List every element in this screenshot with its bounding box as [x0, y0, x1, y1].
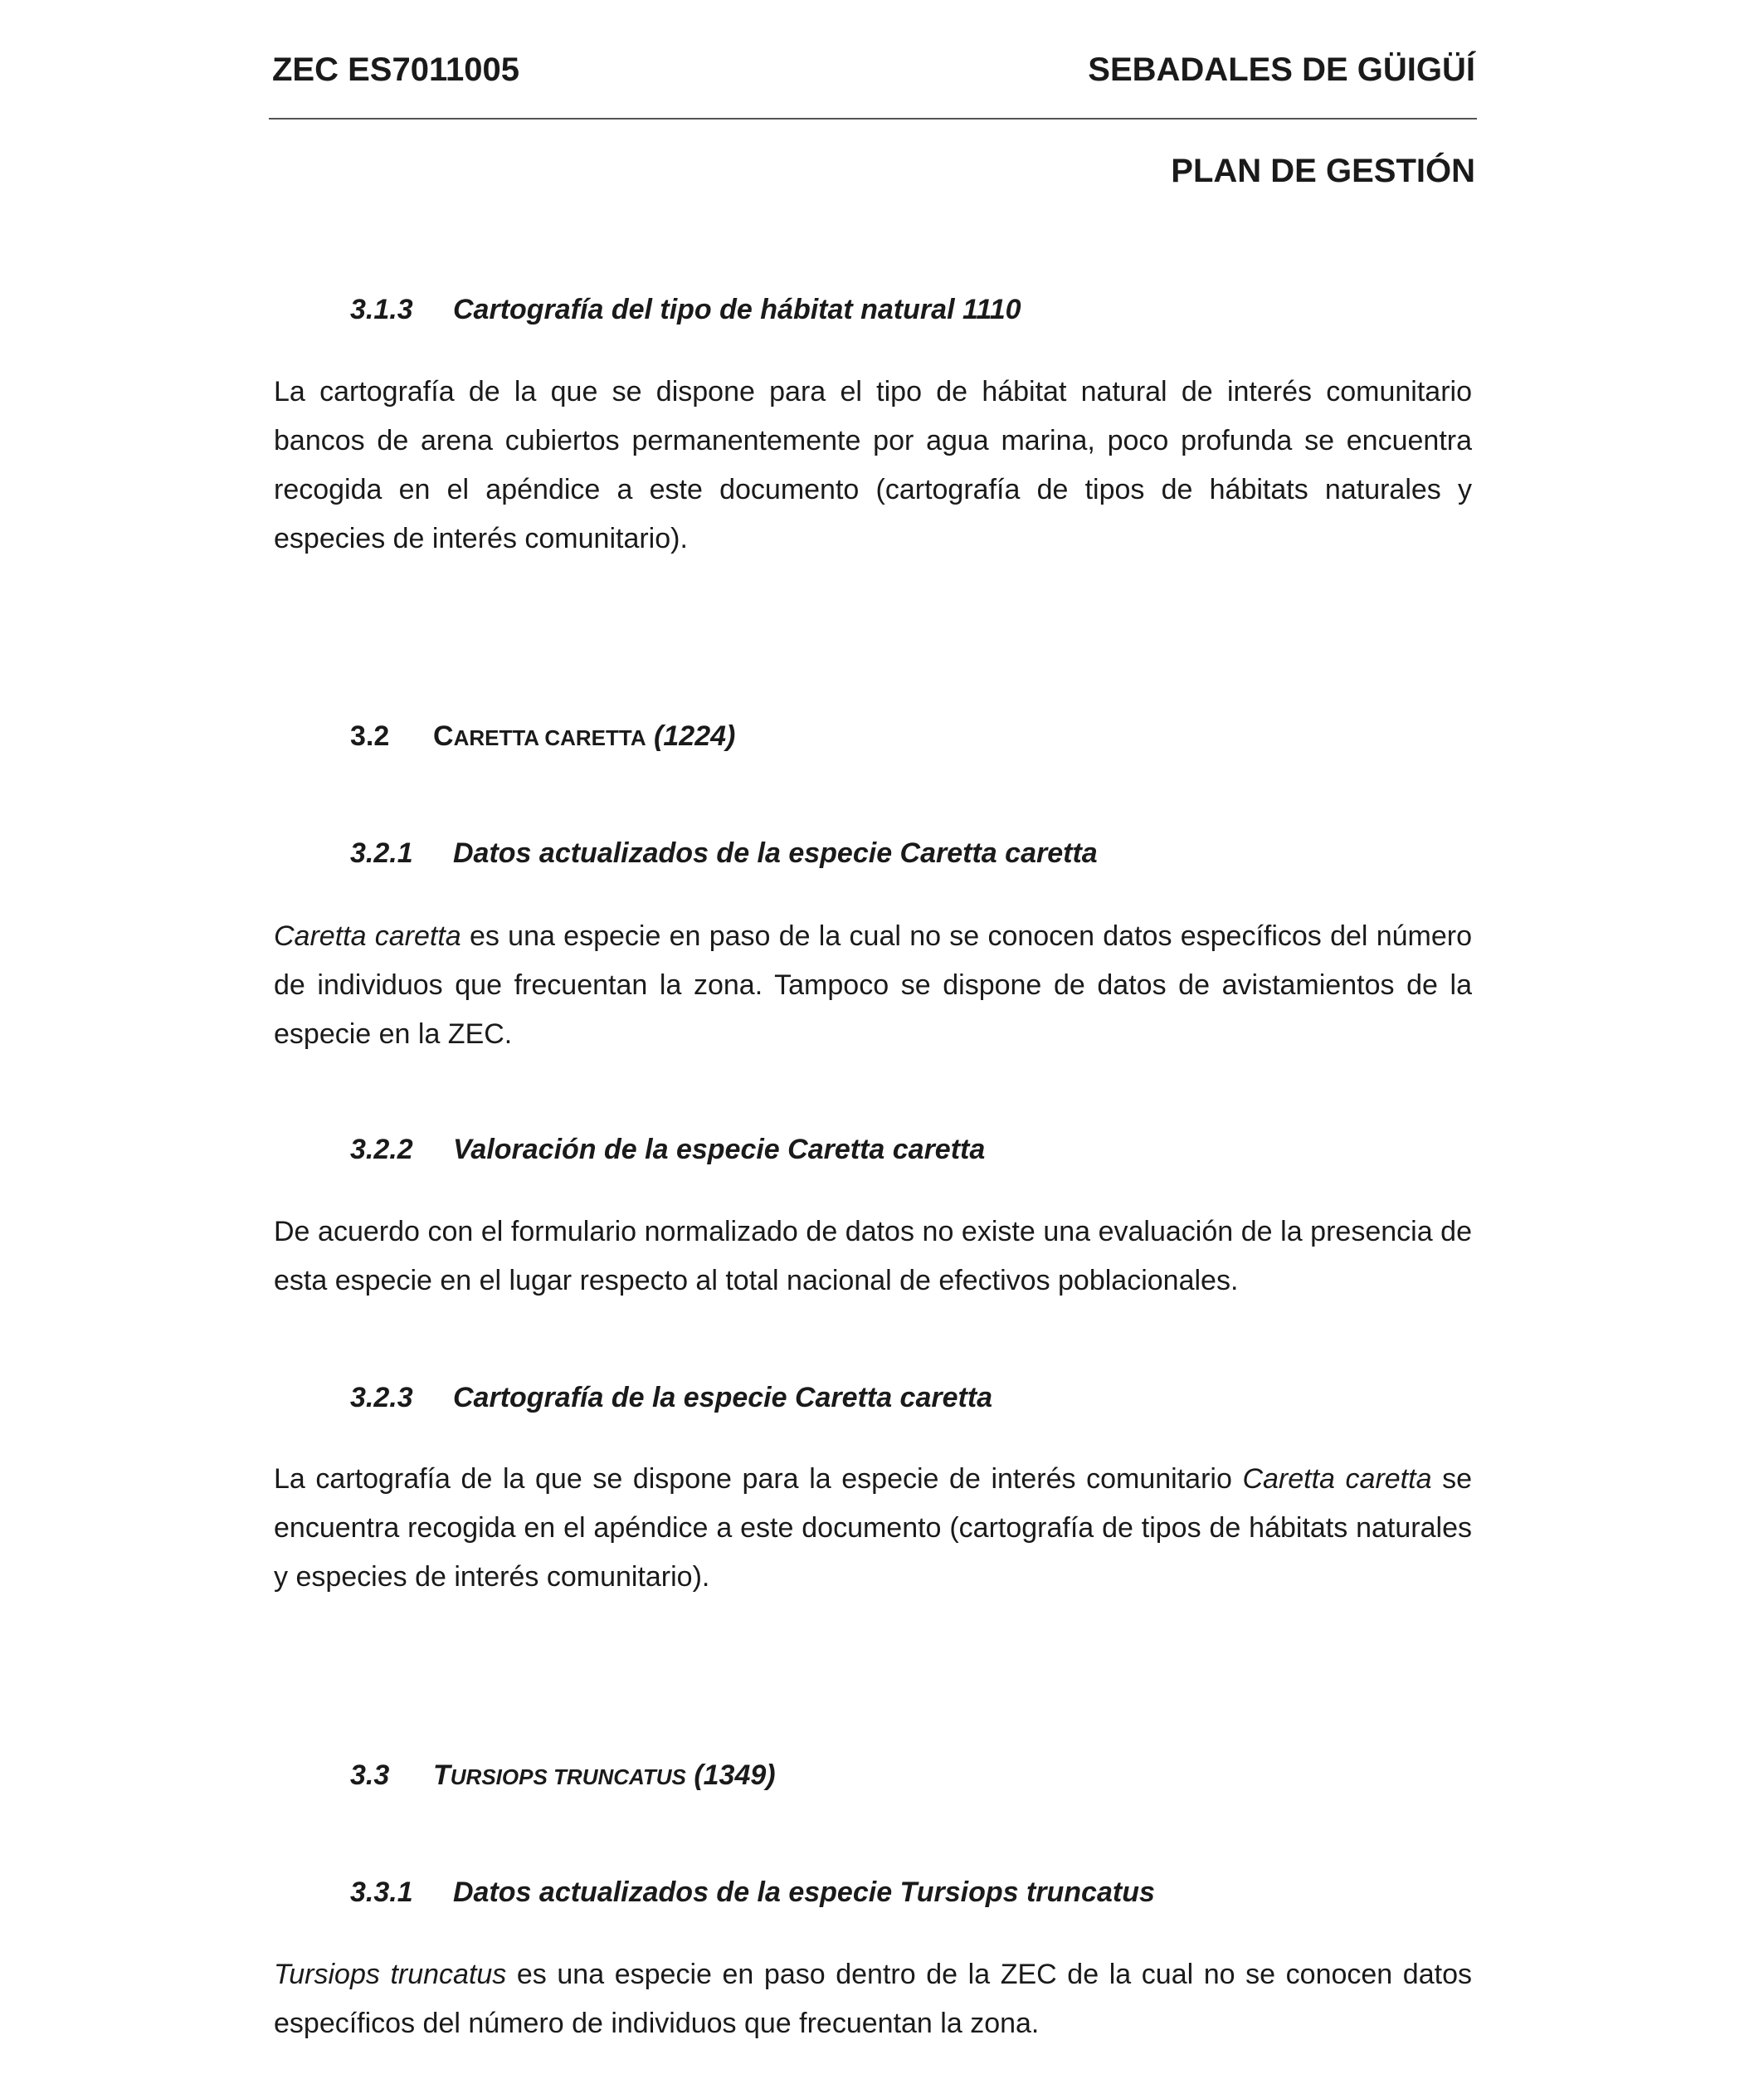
title-smallcaps: URSIOPS TRUNCATUS [450, 1764, 686, 1789]
paragraph-text-b: se encuentra recogida en el apéndice a este documento (cartografía de tipos de hábitats naturales y especies de interés comunitario). [274, 1463, 1473, 1593]
paragraph-3-2-3 [274, 1455, 1472, 1602]
paragraph-text-a: La cartografía de la que se dispone para la especie de interés comunitario [274, 1463, 1243, 1495]
heading-number: 3.2 [350, 720, 390, 752]
document-type: PLAN DE GESTIÓN [1171, 153, 1475, 189]
title-code: (1224) [646, 720, 736, 752]
heading-title: Datos actualizados de la especie Tursiops truncatus [453, 1876, 1155, 1908]
title-initial: C [433, 720, 454, 752]
heading-number: 3.2.3 [350, 1382, 413, 1413]
heading-number: 3.3 [350, 1759, 390, 1791]
species-name: Tursiops truncatus [274, 1959, 507, 1990]
header-divider [269, 118, 1477, 120]
paragraph-text: es una especie en paso de la cual no se conocen datos específicos del número de individuos que frecuentan la zona. Tampoco se dispone de datos de avistamientos de la especie en la ZEC. [274, 920, 1473, 1050]
title-code: (1349) [685, 1759, 776, 1791]
heading-number: 3.2.2 [350, 1134, 413, 1165]
heading-title: Valoración de la especie Caretta caretta [453, 1134, 986, 1165]
heading-title: Cartografía de la especie Caretta caretta [453, 1382, 993, 1413]
paragraph-text: es una especie en paso dentro de la ZEC de la cual no se conocen datos específicos del número de individuos que frecuentan la zona. [274, 1959, 1472, 2039]
paragraph-3-2-1 [274, 912, 1472, 1059]
header-site-code: ZEC ES7011005 [272, 51, 519, 88]
species-name: Caretta caretta [1242, 1463, 1432, 1495]
header-site-name: SEBADALES DE GÜIGÜÍ [1088, 51, 1475, 88]
heading-number: 3.2.1 [350, 837, 413, 869]
heading-title [433, 1759, 776, 1792]
heading-number: 3.1.3 [350, 294, 413, 325]
heading-title: Cartografía del tipo de hábitat natural 1110 [453, 294, 1021, 325]
heading-title: Datos actualizados de la especie Caretta caretta [453, 837, 1098, 869]
title-smallcaps: ARETTA CARETTA [453, 725, 646, 750]
heading-number: 3.3.1 [350, 1876, 413, 1908]
paragraph-3-1-3: La cartografía de la que se dispone para el tipo de hábitat natural de interés comunitario bancos de arena cubiertos permanentemente por agua marina, poco profunda se encuentra recogida en el apéndice a este documento (cartografía de tipos de hábitats naturales y especies de interés comunitario). [274, 376, 1472, 554]
page-header [272, 51, 1475, 101]
heading-title [433, 720, 735, 753]
paragraph-3-2-2: De acuerdo con el formulario normalizado de datos no existe una evaluación de la presencia de esta especie en el lugar respecto al total nacional de efectivos poblacionales. [274, 1216, 1472, 1296]
species-name: Caretta caretta [274, 920, 461, 952]
paragraph-3-3-1 [274, 1950, 1472, 2048]
title-initial: T [433, 1759, 451, 1791]
